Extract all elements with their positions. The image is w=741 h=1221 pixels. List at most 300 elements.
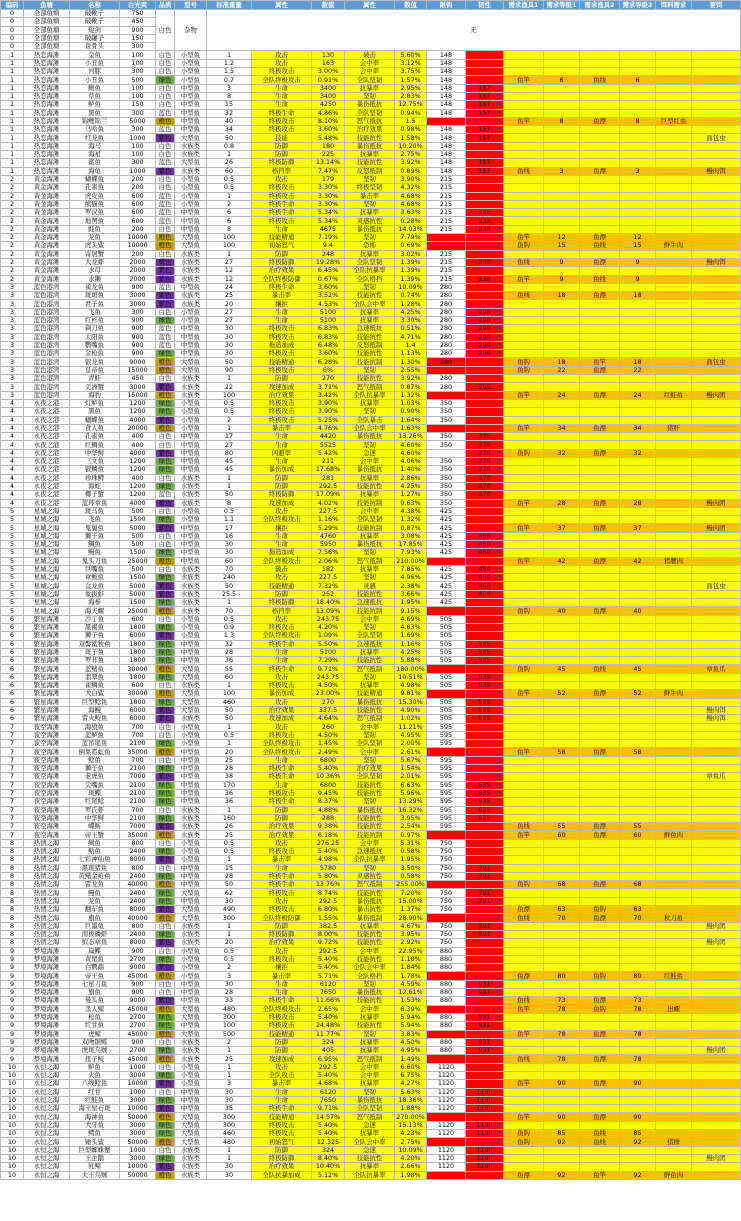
table-cell[interactable]: 200 [120,175,156,183]
table-cell[interactable]: 8 [1,864,24,872]
table-cell[interactable]: 鱼钩 [504,366,544,374]
table-cell[interactable] [544,217,580,225]
table-cell[interactable] [656,955,692,963]
table-cell[interactable]: 水族类 [175,590,207,598]
table-cell[interactable]: 290 [466,333,504,341]
table-cell[interactable]: 100 [207,690,252,698]
table-cell[interactable] [504,781,544,789]
table-cell[interactable] [620,209,656,217]
table-cell[interactable] [620,1013,656,1021]
table-cell[interactable]: 治疗效果 [252,831,312,839]
table-cell[interactable]: 6% [312,366,345,374]
table-cell[interactable] [427,607,466,615]
table-cell[interactable]: 急速抵抗 [345,599,395,607]
table-cell[interactable]: 绿色 [156,574,175,582]
table-cell[interactable]: 23.00% [312,690,345,698]
table-cell[interactable]: 3000 [120,383,156,391]
table-cell[interactable]: 78 [544,1055,580,1063]
table-cell[interactable]: 2100 [120,814,156,822]
table-cell[interactable]: 小型鱼 [175,192,207,200]
table-cell[interactable]: 8.10% [312,117,345,125]
table-cell[interactable]: 繁星海滩 [24,657,70,665]
table-cell[interactable]: 130 [312,51,345,59]
table-cell[interactable] [692,449,741,457]
table-cell[interactable]: 暴伤抵制 [345,914,395,922]
table-cell[interactable]: 蓝色 [156,217,175,225]
table-cell[interactable]: 面包虫 [692,134,741,142]
table-cell[interactable] [692,68,741,76]
table-cell[interactable]: 1 [207,806,252,814]
table-cell[interactable]: 28 [620,499,656,507]
table-cell[interactable] [620,1022,656,1030]
table-cell[interactable]: 4 [1,466,24,474]
table-cell[interactable]: 4000 [120,416,156,424]
table-cell[interactable]: 6 [1,648,24,656]
table-cell[interactable]: 鱼竿 [504,76,544,84]
table-cell[interactable] [580,582,620,590]
table-cell[interactable]: 绿色 [156,549,175,557]
table-cell[interactable]: 4.25% [395,308,427,316]
table-cell[interactable]: 梦境海滩 [24,1047,70,1055]
table-cell[interactable] [427,1055,466,1063]
table-cell[interactable]: 坚韧 [345,408,395,416]
table-cell[interactable] [620,84,656,92]
table-cell[interactable] [620,1163,656,1171]
table-cell[interactable]: 水族类 [175,1171,207,1179]
table-cell[interactable]: 紫色 [156,300,175,308]
table-cell[interactable] [692,92,741,100]
table-cell[interactable]: 4.06% [395,458,427,466]
table-cell[interactable] [692,673,741,681]
table-cell[interactable]: 橙色 [156,242,175,250]
table-cell[interactable]: 中型鱼 [175,872,207,880]
table-cell[interactable]: 鱼漂 [580,1113,620,1121]
table-cell[interactable]: 白色 [156,989,175,997]
table-cell[interactable]: 水族类 [175,391,207,399]
table-cell[interactable]: 中型鱼 [175,283,207,291]
table-cell[interactable]: 终极攻击 [252,217,312,225]
table-cell[interactable]: 1000 [120,167,156,175]
table-cell[interactable]: 248 [312,250,345,258]
table-cell[interactable]: 技能精通 [252,582,312,590]
table-cell[interactable] [580,92,620,100]
table-cell[interactable] [692,972,741,980]
table-cell[interactable]: 480 [207,1005,252,1013]
table-cell[interactable] [466,416,504,424]
column-header[interactable]: 需求渔具2 [580,1,620,10]
table-cell[interactable]: 攻速加成 [252,383,312,391]
table-cell[interactable] [692,292,741,300]
table-cell[interactable]: 7.19% [312,234,345,242]
table-cell[interactable]: 800 [120,839,156,847]
table-cell[interactable] [656,657,692,665]
table-cell[interactable]: 148 [427,59,466,67]
table-cell[interactable]: 象拔蚌 [70,590,120,598]
table-cell[interactable]: 急速抵抗 [345,325,395,333]
table-cell[interactable] [620,773,656,781]
table-cell[interactable] [692,424,741,432]
table-cell[interactable] [692,723,741,731]
table-cell[interactable]: 抗暴率 [345,209,395,217]
table-cell[interactable]: 2.54% [395,823,427,831]
table-cell[interactable]: 13.29% [395,798,427,806]
table-cell[interactable]: 280 [427,292,466,300]
table-cell[interactable]: 水族类 [175,167,207,175]
table-cell[interactable]: 星城之海 [24,590,70,598]
table-cell[interactable]: 4.88% [312,806,345,814]
table-cell[interactable]: 595 [427,789,466,797]
table-cell[interactable] [656,889,692,897]
table-cell[interactable]: 292.5 [312,1063,345,1071]
table-cell[interactable]: 攻击 [252,723,312,731]
table-cell[interactable]: 505 [427,623,466,631]
table-cell[interactable] [466,76,504,84]
table-cell[interactable]: 反怒抵制 [345,167,395,175]
table-cell[interactable]: 星城之海 [24,549,70,557]
table-cell[interactable] [466,740,504,748]
table-cell[interactable]: 163 [312,59,345,67]
table-cell[interactable]: 500 [120,541,156,549]
table-cell[interactable] [620,532,656,540]
table-cell[interactable]: 小型鱼 [175,856,207,864]
table-cell[interactable] [580,1063,620,1071]
table-cell[interactable]: 324 [312,1146,345,1154]
table-cell[interactable]: 700 [120,731,156,739]
table-cell[interactable] [656,1088,692,1096]
table-cell[interactable] [504,482,544,490]
table-cell[interactable]: 技能抗制 [345,607,395,615]
table-cell[interactable] [580,84,620,92]
table-cell[interactable] [620,980,656,988]
table-cell[interactable]: 505 [427,715,466,723]
table-cell[interactable]: 15.13% [395,1121,427,1129]
table-cell[interactable]: 6.45% [312,267,345,275]
table-cell[interactable]: 7 [1,823,24,831]
table-cell[interactable]: 中华鲟 [70,449,120,457]
table-cell[interactable]: 505 [427,698,466,706]
column-header[interactable]: 属性 [345,1,395,10]
table-cell[interactable]: 蓝色港湾 [24,308,70,316]
table-cell[interactable] [692,1121,741,1129]
table-cell[interactable]: 900 [120,26,156,34]
table-cell[interactable] [504,192,544,200]
table-cell[interactable]: 0.51% [395,325,427,333]
table-cell[interactable] [692,458,741,466]
table-cell[interactable]: 15.00% [395,897,427,905]
table-cell[interactable]: 40000 [120,914,156,922]
table-cell[interactable] [692,748,741,756]
table-cell[interactable]: 182 [312,565,345,573]
table-cell[interactable] [656,615,692,623]
table-cell[interactable]: 5.67% [395,756,427,764]
table-cell[interactable] [504,408,544,416]
table-cell[interactable] [544,847,580,855]
table-cell[interactable] [504,300,544,308]
table-cell[interactable]: 星城之海 [24,524,70,532]
table-cell[interactable] [504,789,544,797]
table-cell[interactable]: 怒气抵制 [345,881,395,889]
table-cell[interactable] [466,731,504,739]
table-cell[interactable]: 生命 [252,756,312,764]
table-cell[interactable] [544,1088,580,1096]
table-cell[interactable]: 100 [207,1022,252,1030]
table-cell[interactable]: 小型鱼 [175,632,207,640]
table-cell[interactable]: 蓝色 [156,341,175,349]
table-cell[interactable]: 10 [1,1113,24,1121]
table-cell[interactable] [544,939,580,947]
table-cell[interactable] [544,383,580,391]
table-cell[interactable]: 绿色 [156,458,175,466]
table-cell[interactable]: 鱼漂 [580,1030,620,1038]
table-cell[interactable]: 750 [427,856,466,864]
table-cell[interactable]: 2 [1,192,24,200]
table-cell[interactable]: 791 [466,897,504,905]
table-cell[interactable] [620,798,656,806]
table-cell[interactable]: 中型鱼 [175,466,207,474]
table-cell[interactable] [544,781,580,789]
table-cell[interactable] [504,1013,544,1021]
table-cell[interactable]: 13.14% [312,159,345,167]
table-cell[interactable]: 1 [207,482,252,490]
table-cell[interactable]: 215 [427,209,466,217]
table-cell[interactable]: 鱼线 [504,823,544,831]
table-cell[interactable]: 蓝色港湾 [24,358,70,366]
table-cell[interactable]: 白色 [156,101,175,109]
table-cell[interactable]: 紫色 [156,823,175,831]
table-cell[interactable] [620,474,656,482]
table-cell[interactable]: 绿色 [156,698,175,706]
table-cell[interactable]: 技能抗性 [345,657,395,665]
table-cell[interactable]: 攻速加成 [252,715,312,723]
table-cell[interactable]: 6.63% [395,781,427,789]
table-cell[interactable]: 帝王蟹 [70,831,120,839]
table-cell[interactable]: 5.96% [395,789,427,797]
table-cell[interactable] [620,316,656,324]
table-cell[interactable]: 4 [1,424,24,432]
table-cell[interactable]: 5100 [312,308,345,316]
table-cell[interactable]: 1.64% [395,416,427,424]
table-cell[interactable] [692,117,741,125]
table-cell[interactable]: 5.25% [312,416,345,424]
table-cell[interactable]: 全部鱼塘 [24,10,70,18]
table-cell[interactable]: 230 [466,258,504,266]
table-cell[interactable]: 40 [207,117,252,125]
table-cell[interactable] [466,1055,504,1063]
table-cell[interactable] [466,184,504,192]
table-cell[interactable]: 28 [207,872,252,880]
table-cell[interactable] [580,59,620,67]
table-cell[interactable]: 22 [544,366,580,374]
table-cell[interactable] [466,375,504,383]
table-cell[interactable] [620,184,656,192]
table-cell[interactable]: 215 [427,275,466,283]
table-cell[interactable] [544,458,580,466]
table-cell[interactable]: 热恋海滩 [24,142,70,150]
table-cell[interactable]: 治疗效果 [345,765,395,773]
table-cell[interactable] [656,731,692,739]
table-cell[interactable] [544,184,580,192]
column-header[interactable]: 白光卖 [120,1,156,10]
table-cell[interactable]: 5.94% [395,1022,427,1030]
table-cell[interactable]: 中型鱼 [175,789,207,797]
table-cell[interactable]: 16 [207,532,252,540]
table-cell[interactable] [656,964,692,972]
table-cell[interactable]: 星城之海 [24,582,70,590]
table-cell[interactable]: 小型鱼 [175,615,207,623]
table-cell[interactable]: 白色 [156,10,175,51]
table-cell[interactable]: 425 [427,516,466,524]
table-cell[interactable]: 防御 [252,922,312,930]
table-cell[interactable]: 280 [427,375,466,383]
table-cell[interactable] [656,200,692,208]
table-cell[interactable]: 1 [1,151,24,159]
table-cell[interactable]: 1120 [427,1154,466,1162]
table-cell[interactable] [580,765,620,773]
table-cell[interactable]: 恐怖 [345,242,395,250]
table-cell[interactable] [544,209,580,217]
table-cell[interactable] [656,980,692,988]
table-cell[interactable]: 海王星石斑 [70,1105,120,1113]
table-cell[interactable]: 240 [207,574,252,582]
table-cell[interactable] [692,209,741,217]
table-cell[interactable]: 终极攻击 [252,416,312,424]
table-cell[interactable]: 鱼钩 [580,1005,620,1013]
table-cell[interactable]: 600 [120,192,156,200]
table-cell[interactable]: 全队会中率 [345,964,395,972]
table-cell[interactable]: 双吻锯鳐 [70,1038,120,1046]
table-cell[interactable]: 3 [1,383,24,391]
table-cell[interactable]: 攘拒 [252,300,312,308]
table-cell[interactable] [656,1121,692,1129]
table-cell[interactable] [504,1105,544,1113]
table-cell[interactable]: 鱼钩 [504,607,544,615]
table-cell[interactable]: 45 [207,466,252,474]
table-cell[interactable] [692,574,741,582]
table-cell[interactable] [692,1030,741,1038]
table-cell[interactable]: 9 [1,989,24,997]
table-cell[interactable]: 1 [207,375,252,383]
table-cell[interactable] [692,308,741,316]
table-cell[interactable]: 锤头鲨 [70,1138,120,1146]
table-cell[interactable] [656,308,692,316]
table-cell[interactable]: 425 [427,574,466,582]
table-cell[interactable] [656,1038,692,1046]
table-cell[interactable]: 3.30% [312,200,345,208]
table-cell[interactable] [580,101,620,109]
table-cell[interactable]: 7 [1,831,24,839]
table-cell[interactable]: 大型鱼 [175,1121,207,1129]
table-cell[interactable]: 280 [427,325,466,333]
table-cell[interactable]: 1200 [120,482,156,490]
table-cell[interactable] [466,955,504,963]
table-cell[interactable] [656,623,692,631]
table-cell[interactable]: 2700 [120,955,156,963]
table-cell[interactable] [620,582,656,590]
table-cell[interactable]: 3 [1,316,24,324]
table-cell[interactable]: 50 [207,715,252,723]
table-cell[interactable]: 小型鱼 [175,1072,207,1080]
table-cell[interactable]: 橙色 [156,914,175,922]
table-cell[interactable]: 终极生命 [252,997,312,1005]
table-cell[interactable] [504,889,544,897]
table-cell[interactable]: 11.77% [312,1030,345,1038]
table-cell[interactable] [692,466,741,474]
table-cell[interactable]: 292.5 [312,897,345,905]
table-cell[interactable]: 鱼漂 [504,1171,544,1179]
table-cell[interactable]: 450 [466,590,504,598]
table-cell[interactable]: 紫色 [156,906,175,914]
table-cell[interactable]: 攻击 [252,175,312,183]
table-cell[interactable]: 931 [466,1038,504,1046]
table-cell[interactable]: 25 [207,292,252,300]
table-cell[interactable]: 绿色 [156,1013,175,1021]
table-cell[interactable]: 抗暴率 [345,399,395,407]
table-cell[interactable]: 蓝色 [156,126,175,134]
table-cell[interactable] [692,731,741,739]
table-cell[interactable] [504,980,544,988]
table-cell[interactable]: 终极攻击 [252,789,312,797]
table-cell[interactable] [544,657,580,665]
table-cell[interactable]: 乳鲸 [70,1163,120,1171]
table-cell[interactable]: 2 [1,225,24,233]
table-cell[interactable]: 50000 [120,1171,156,1179]
table-cell[interactable] [620,623,656,631]
table-cell[interactable] [580,350,620,358]
table-cell[interactable] [504,1146,544,1154]
table-cell[interactable]: 3.30% [312,192,345,200]
table-cell[interactable]: 10 [1,1130,24,1138]
table-cell[interactable]: 黑鱼 [70,408,120,416]
table-cell[interactable]: 终极防御 [252,1154,312,1162]
table-cell[interactable]: 鱼漂 [580,1080,620,1088]
table-cell[interactable]: 生命 [252,980,312,988]
table-cell[interactable]: 鱼漂 [580,748,620,756]
table-cell[interactable]: 8 [207,499,252,507]
table-cell[interactable] [466,599,504,607]
table-cell[interactable] [656,341,692,349]
table-cell[interactable]: 防御 [252,814,312,822]
table-cell[interactable] [656,275,692,283]
table-cell[interactable] [656,184,692,192]
table-cell[interactable]: 4760 [312,532,345,540]
table-cell[interactable]: 931 [466,989,504,997]
table-cell[interactable]: 10 [1,1088,24,1096]
table-cell[interactable]: 紫色 [156,416,175,424]
table-cell[interactable] [580,574,620,582]
table-cell[interactable]: 全队终极攻击 [252,740,312,748]
table-cell[interactable]: 坚韧 [345,1088,395,1096]
table-cell[interactable]: 5000 [120,524,156,532]
table-cell[interactable]: 中型鱼 [175,881,207,889]
table-cell[interactable]: 绿色 [156,1096,175,1104]
table-cell[interactable] [504,856,544,864]
table-cell[interactable]: 热恋海滩 [24,134,70,142]
table-cell[interactable] [504,383,544,391]
table-cell[interactable]: 小型鱼 [175,76,207,84]
table-cell[interactable] [544,765,580,773]
table-cell[interactable]: 防御 [252,806,312,814]
table-cell[interactable]: 425 [427,582,466,590]
table-cell[interactable]: 1.84% [395,964,427,972]
table-cell[interactable]: 黄金海滩 [24,217,70,225]
table-cell[interactable] [466,623,504,631]
table-cell[interactable]: 抗暴率 [345,308,395,316]
table-cell[interactable]: 田螺 [656,1005,692,1013]
table-cell[interactable] [504,731,544,739]
table-cell[interactable]: 18.36% [395,1096,427,1104]
table-cell[interactable] [544,980,580,988]
table-cell[interactable]: 拟态章鱼 [70,939,120,947]
